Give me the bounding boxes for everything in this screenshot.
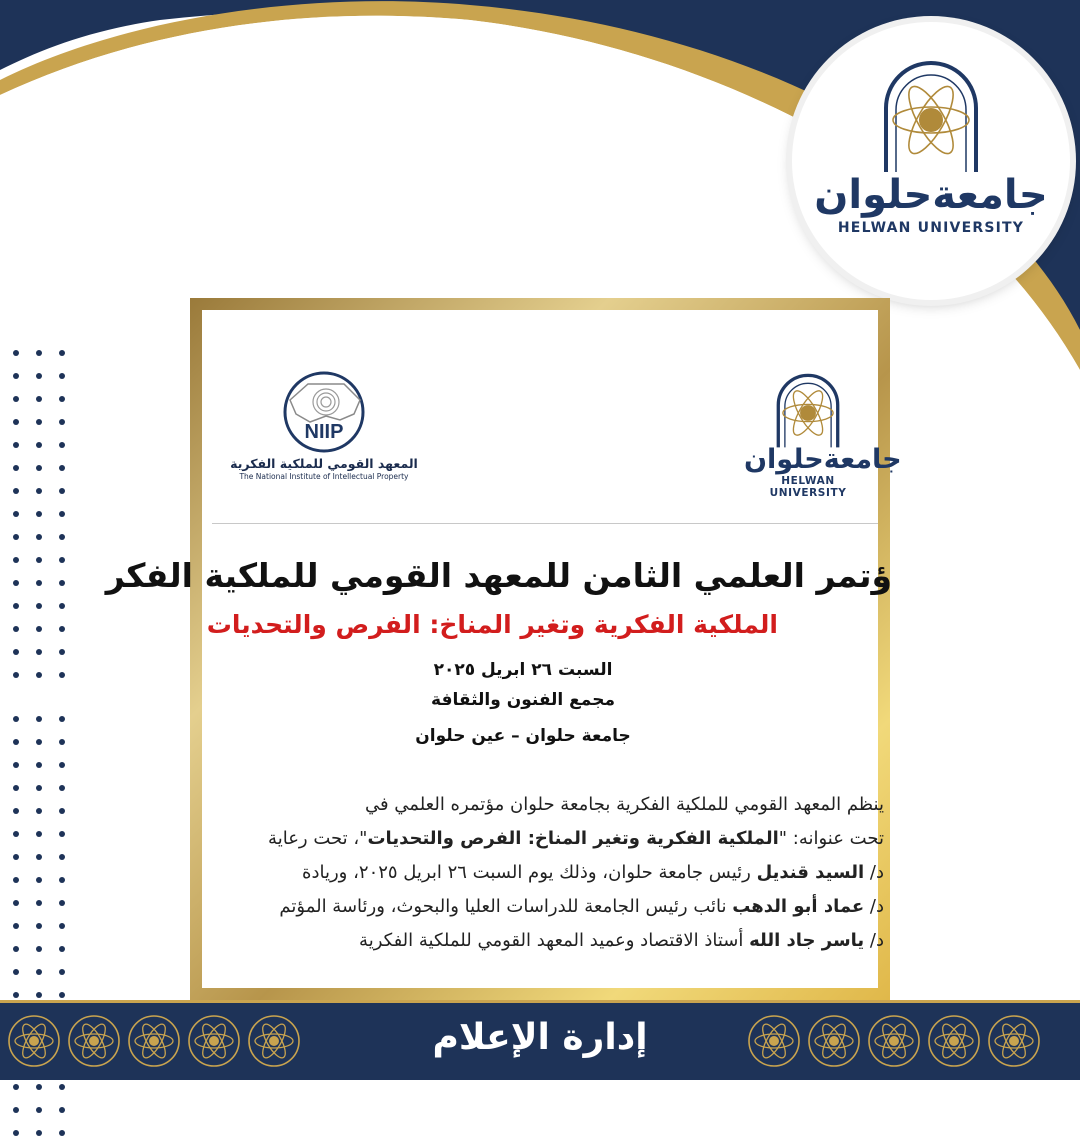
conference-subtitle: الملكية الفكرية وتغير المناخ: الفرص والتحديات [206, 610, 778, 639]
atom-emblem-icon [773, 378, 843, 448]
logo-arabic-name: جامعةحلوان [814, 172, 1048, 218]
body-paragraph-line: د/ السيد قنديل رئيس جامعة حلوان، وذلك يوم السبت ٢٦ ابريل ٢٠٢٥، وريادة [302, 862, 884, 883]
conference-document [105, 310, 902, 988]
body-paragraph-line: تحت عنوانه: "الملكية الفكرية وتغير المناخ: الفرص والتحديات"، تحت رعاية [268, 828, 884, 849]
header-divider [212, 523, 878, 524]
body-paragraph-line: ينظم المعهد القومي للملكية الفكرية بجامعة حلوان مؤتمره العلمي في [364, 794, 884, 815]
logo-english-name: HELWAN UNIVERSITY [837, 220, 1025, 236]
body-paragraph-line: د/ عماد أبو الدهب نائب رئيس الجامعة للدراسات العليا والبحوث، ورئاسة المؤتم [279, 896, 884, 917]
niip-english-name: The National Institute of Intellectual Property [239, 472, 409, 481]
footer-title: إدارة الإعلام [432, 1017, 648, 1058]
logo-arabic-name: جامعةحلوان [744, 444, 902, 475]
conference-venue: مجمع الفنون والثقافة [431, 690, 615, 710]
logo-english-name: HELWAN UNIVERSITY [769, 475, 847, 499]
conference-title: ؤتمر العلمي الثامن للمعهد القومي للملكية الفكر [105, 556, 892, 595]
dot-grid-decoration [13, 350, 65, 678]
footer-bar [0, 1000, 1080, 1080]
conference-place: جامعة حلوان – عين حلوان [415, 726, 631, 746]
niip-arabic-name: المعهد القومي للملكية الفكرية [230, 456, 418, 471]
niip-fingerprint-icon [268, 370, 380, 454]
helwan-university-logo [744, 378, 902, 499]
niip-logo [224, 370, 424, 481]
document-gold-frame [105, 298, 902, 1000]
conference-date: السبت ٢٦ ابريل ٢٠٢٥ [433, 660, 613, 680]
body-paragraph-line: د/ ياسر جاد الله أستاذ الاقتصاد وعميد المعهد القومي للملكية الفكرية [359, 930, 884, 951]
helwan-university-logo [792, 22, 1070, 300]
atom-emblem-icon [878, 68, 984, 172]
niip-mark: NIIP [304, 421, 344, 443]
